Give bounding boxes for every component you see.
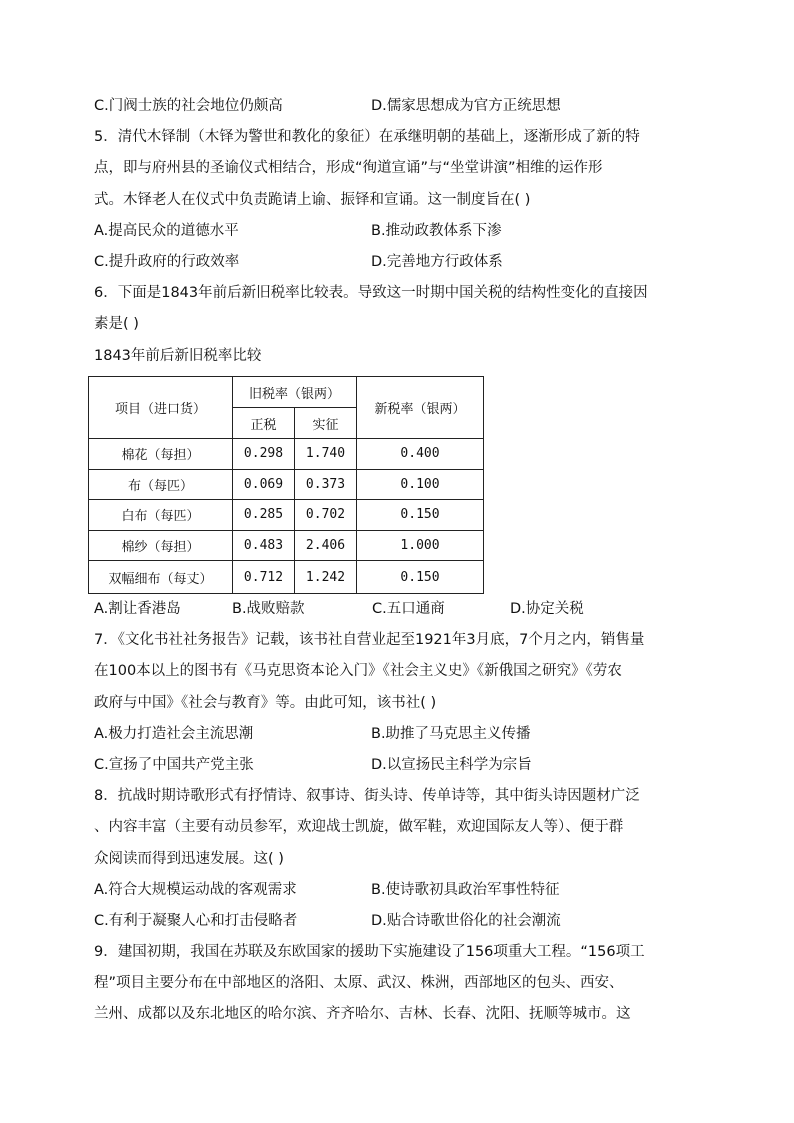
header-old-nominal: 正税: [233, 408, 295, 439]
q7-option-b[interactable]: B.助推了马克思主义传播: [371, 725, 531, 742]
header-item: 项目（进口货）: [89, 377, 233, 439]
cell: 0.150: [357, 500, 484, 531]
q6-option-b[interactable]: B.战败赔款: [232, 601, 305, 617]
cell: 0.702: [295, 500, 357, 531]
header-old-rate: 旧税率（银两）: [233, 377, 357, 408]
cell: 0.483: [233, 530, 295, 561]
table-row: [89, 500, 484, 531]
cell: 0.285: [233, 500, 295, 531]
cell: 0.712: [233, 561, 295, 594]
q8-option-b[interactable]: B.使诗歌初具政治军事性特征: [371, 881, 560, 898]
q5-option-a[interactable]: A.提高民众的道德水平: [94, 222, 239, 239]
q4-option-c[interactable]: C.门阀士族的社会地位仍颇高: [94, 98, 283, 114]
q6-options: [94, 594, 714, 625]
q5-options-cd: [94, 247, 714, 278]
cell: 1.000: [357, 530, 484, 561]
cell: 双幅细布（每丈）: [89, 561, 233, 594]
q8-options-cd: [94, 906, 714, 937]
q7-line: 7．《文化书社社务报告》记载，该书社自营业起至1921年3月底，7个月之内，销售量: [94, 632, 645, 649]
cell: 1.242: [295, 561, 357, 594]
q7-line: 在100本以上的图书有《马克思资本论入门》《社会主义史》《新俄国之研究》《劳农: [94, 663, 622, 680]
q8-line: 8．抗战时期诗歌形式有抒情诗、叙事诗、街头诗、传单诗等，其中街头诗因题材广泛: [94, 788, 640, 805]
q6-option-c[interactable]: C.五口通商: [372, 601, 445, 617]
q5-option-d[interactable]: D.完善地方行政体系: [371, 253, 503, 270]
q5-option-b[interactable]: B.推动政教体系下渗: [371, 222, 502, 239]
q8-line: 、内容丰富（主要有动员参军，欢迎战士凯旋，做军鞋，欢迎国际友人等）、便于群: [94, 819, 624, 836]
q8-option-c[interactable]: C.有利于凝聚人心和打击侵略者: [94, 912, 298, 929]
q6-option-a[interactable]: A.割让香港岛: [94, 601, 181, 617]
q7-option-a[interactable]: A.极力打造社会主流思潮: [94, 725, 254, 742]
q6-line: 6．下面是1843年前后新旧税率比较表。导致这一时期中国关税的结构性变化的直接因: [94, 285, 648, 302]
questions-part-1: [94, 91, 714, 372]
q8-options-ab: [94, 875, 714, 906]
cell: 1.740: [295, 439, 357, 470]
cell: 0.100: [357, 469, 484, 500]
cell: 0.069: [233, 469, 295, 500]
header-new-rate: 新税率（银两）: [357, 377, 484, 439]
cell: 棉纱（每担）: [89, 530, 233, 561]
q7-option-c[interactable]: C.宣扬了中国共产党主张: [94, 756, 254, 773]
table-row: [89, 530, 484, 561]
q9-line: 程”项目主要分布在中部地区的洛阳、太原、武汉、株洲，西部地区的包头、西安、: [94, 975, 624, 992]
q7-options-cd: [94, 750, 714, 781]
table-row: [89, 469, 484, 500]
q6-option-d[interactable]: D.协定关税: [510, 601, 584, 617]
q8-option-a[interactable]: A.符合大规模运动战的客观需求: [94, 881, 297, 898]
q9-line: 兰州、成都以及东北地区的哈尔滨、齐齐哈尔、吉林、长春、沈阳、抚顺等城市。这: [94, 1006, 631, 1023]
q7-line: 政府与中国》《社会与教育》等。由此可知，该书社( ): [94, 694, 437, 711]
table-row: [89, 439, 484, 470]
q4-option-d[interactable]: D.儒家思想成为官方正统思想: [371, 98, 561, 114]
tax-rate-table: [88, 376, 484, 594]
cell: 0.298: [233, 439, 295, 470]
cell: 白布（每匹）: [89, 500, 233, 531]
q4-options: [94, 91, 714, 122]
q5-line: 5．清代木铎制（木铎为警世和教化的象征）在承继明朝的基础上，逐渐形成了新的特: [94, 129, 640, 146]
questions-part-2: [94, 594, 714, 1031]
cell: 0.150: [357, 561, 484, 594]
q7-options-ab: [94, 719, 714, 750]
q5-option-c[interactable]: C.提升政府的行政效率: [94, 253, 240, 270]
cell: 棉花（每担）: [89, 439, 233, 470]
cell: 2.406: [295, 530, 357, 561]
cell: 布（每匹）: [89, 469, 233, 500]
q9-line: 9．建国初期，我国在苏联及东欧国家的援助下实施建设了156项重大工程。“156项工: [94, 944, 645, 961]
q7-option-d[interactable]: D.以宣扬民主科学为宗旨: [371, 756, 532, 773]
q5-line: 点，即与府州县的圣谕仪式相结合，形成“徇道宣诵”与“坐堂讲演”相维的运作形: [94, 160, 603, 177]
q5-line: 式。木铎老人在仪式中负责跪请上谕、振铎和宣诵。这一制度旨在( ): [94, 191, 531, 208]
table-row: [89, 561, 484, 594]
q8-option-d[interactable]: D.贴合诗歌世俗化的社会潮流: [371, 912, 561, 929]
header-old-actual: 实征: [295, 408, 357, 439]
cell: 0.400: [357, 439, 484, 470]
q6-line: 素是( ): [94, 316, 139, 333]
table-caption: 1843年前后新旧税率比较: [94, 347, 262, 364]
cell: 0.373: [295, 469, 357, 500]
q8-line: 众阅读而得到迅速发展。这( ): [94, 850, 284, 867]
q5-options-ab: [94, 216, 714, 247]
